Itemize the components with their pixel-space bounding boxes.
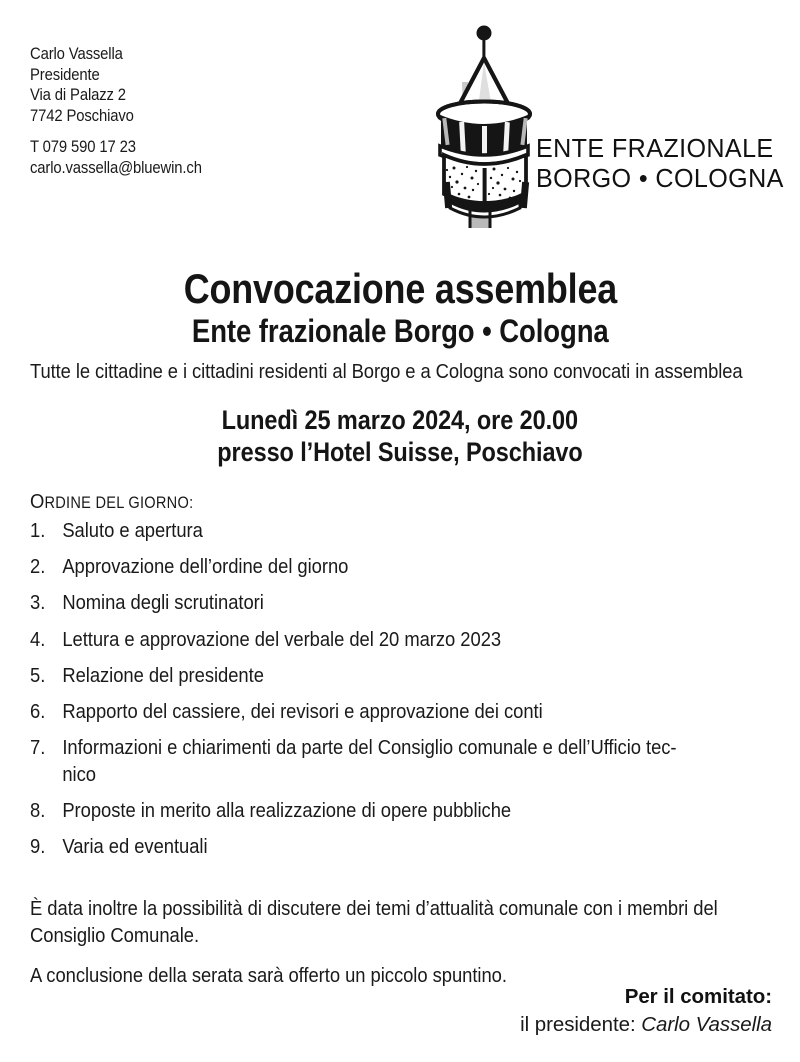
sender-spacer [30,126,360,137]
agenda-label-rest: RDINE DEL GIORNO: [44,494,194,512]
agenda-item-number: 4. [30,627,46,651]
agenda-item-text: Approvazione dell’ordine del giorno [62,555,349,579]
agenda-label-initial: O [30,490,45,513]
signature-president-line [352,1011,772,1039]
signature-president-name: Carlo Vassella [641,1013,772,1036]
signature-president-label: il presidente: [520,1013,642,1036]
sender-street: Via di Palazz 2 [30,86,126,104]
sender-address-block [30,44,360,178]
agenda-item-number: 3. [30,591,46,615]
logo-line-1: ENTE FRAZIONALE [536,135,774,163]
event-date-line [0,405,800,437]
agenda-item [30,627,772,654]
agenda-item-text: Lettura e approvazione del verbale del 20 marzo 2023 [62,627,502,651]
agenda-item [30,735,772,788]
page-title-text: Convocazione assemblea [183,265,617,313]
agenda-item-text: Nomina degli scrutinatori [62,591,264,615]
closing-paragraph-1: È data inoltre la possibilità di discutere dei temi d’attualità comunale con i membri del Consiglio Comunale. [30,896,718,947]
sender-name: Carlo Vassella [30,45,123,63]
agenda-item-number: 2. [30,555,46,579]
agenda-item [30,554,772,581]
sender-city: 7742 Poschiavo [30,106,134,125]
event-venue-line [0,437,800,469]
page-subtitle-text: Ente frazionale Borgo • Cologna [191,312,609,349]
agenda-item-text: Relazione del presidente [62,663,264,687]
agenda-item-number: 8. [30,798,46,822]
closing-paragraph-2: A conclusione della serata sarà offerto un piccolo spuntino. [30,963,507,987]
agenda-label [30,489,193,516]
sender-phone: T 079 590 17 23 [30,138,136,156]
agenda-item-text: Informazioni e chiarimenti da parte del Consiglio comunale e dell’Ufficio tec- nico [62,736,677,786]
event-date-text: Lunedì 25 marzo 2024, ore 20.00 [221,405,579,435]
agenda-item [30,798,772,825]
page-title [0,266,800,312]
organization-logo [432,22,782,228]
page-subtitle [0,312,800,350]
agenda-item [30,834,772,861]
signature-committee-label: Per il comitato: [624,985,772,1008]
agenda-item-number: 6. [30,699,46,723]
agenda-item [30,518,772,545]
sender-role: Presidente [30,65,100,84]
agenda-item [30,590,772,617]
logo-wordmark [536,134,786,194]
agenda-list [30,518,772,870]
event-venue-text: presso l’Hotel Suisse, Poschiavo [217,436,583,467]
intro-paragraph: Tutte le cittadine e i cittadini residenti al Borgo e a Cologna sono convocati in assemblea [30,359,743,383]
agenda-item-text: Rapporto del cassiere, dei revisori e approvazione dei conti [62,699,543,723]
agenda-item-number: 9. [30,835,46,859]
agenda-item-number: 7. [30,736,46,760]
event-datetime-block [0,405,800,468]
agenda-item-text: Saluto e apertura [62,519,203,542]
logo-line-2: BORGO • COLOGNA [536,165,784,193]
agenda-item-number: 1. [30,519,46,542]
agenda-item [30,663,772,690]
signature-block [352,984,772,1039]
agenda-item [30,699,772,726]
bell-tower-lantern-icon [432,22,540,228]
sender-email: carlo.vassella@bluewin.ch [30,158,202,177]
agenda-item-text: Varia ed eventuali [62,835,208,859]
agenda-item-number: 5. [30,663,46,687]
agenda-item-text: Proposte in merito alla realizzazione di opere pubbliche [62,798,512,822]
